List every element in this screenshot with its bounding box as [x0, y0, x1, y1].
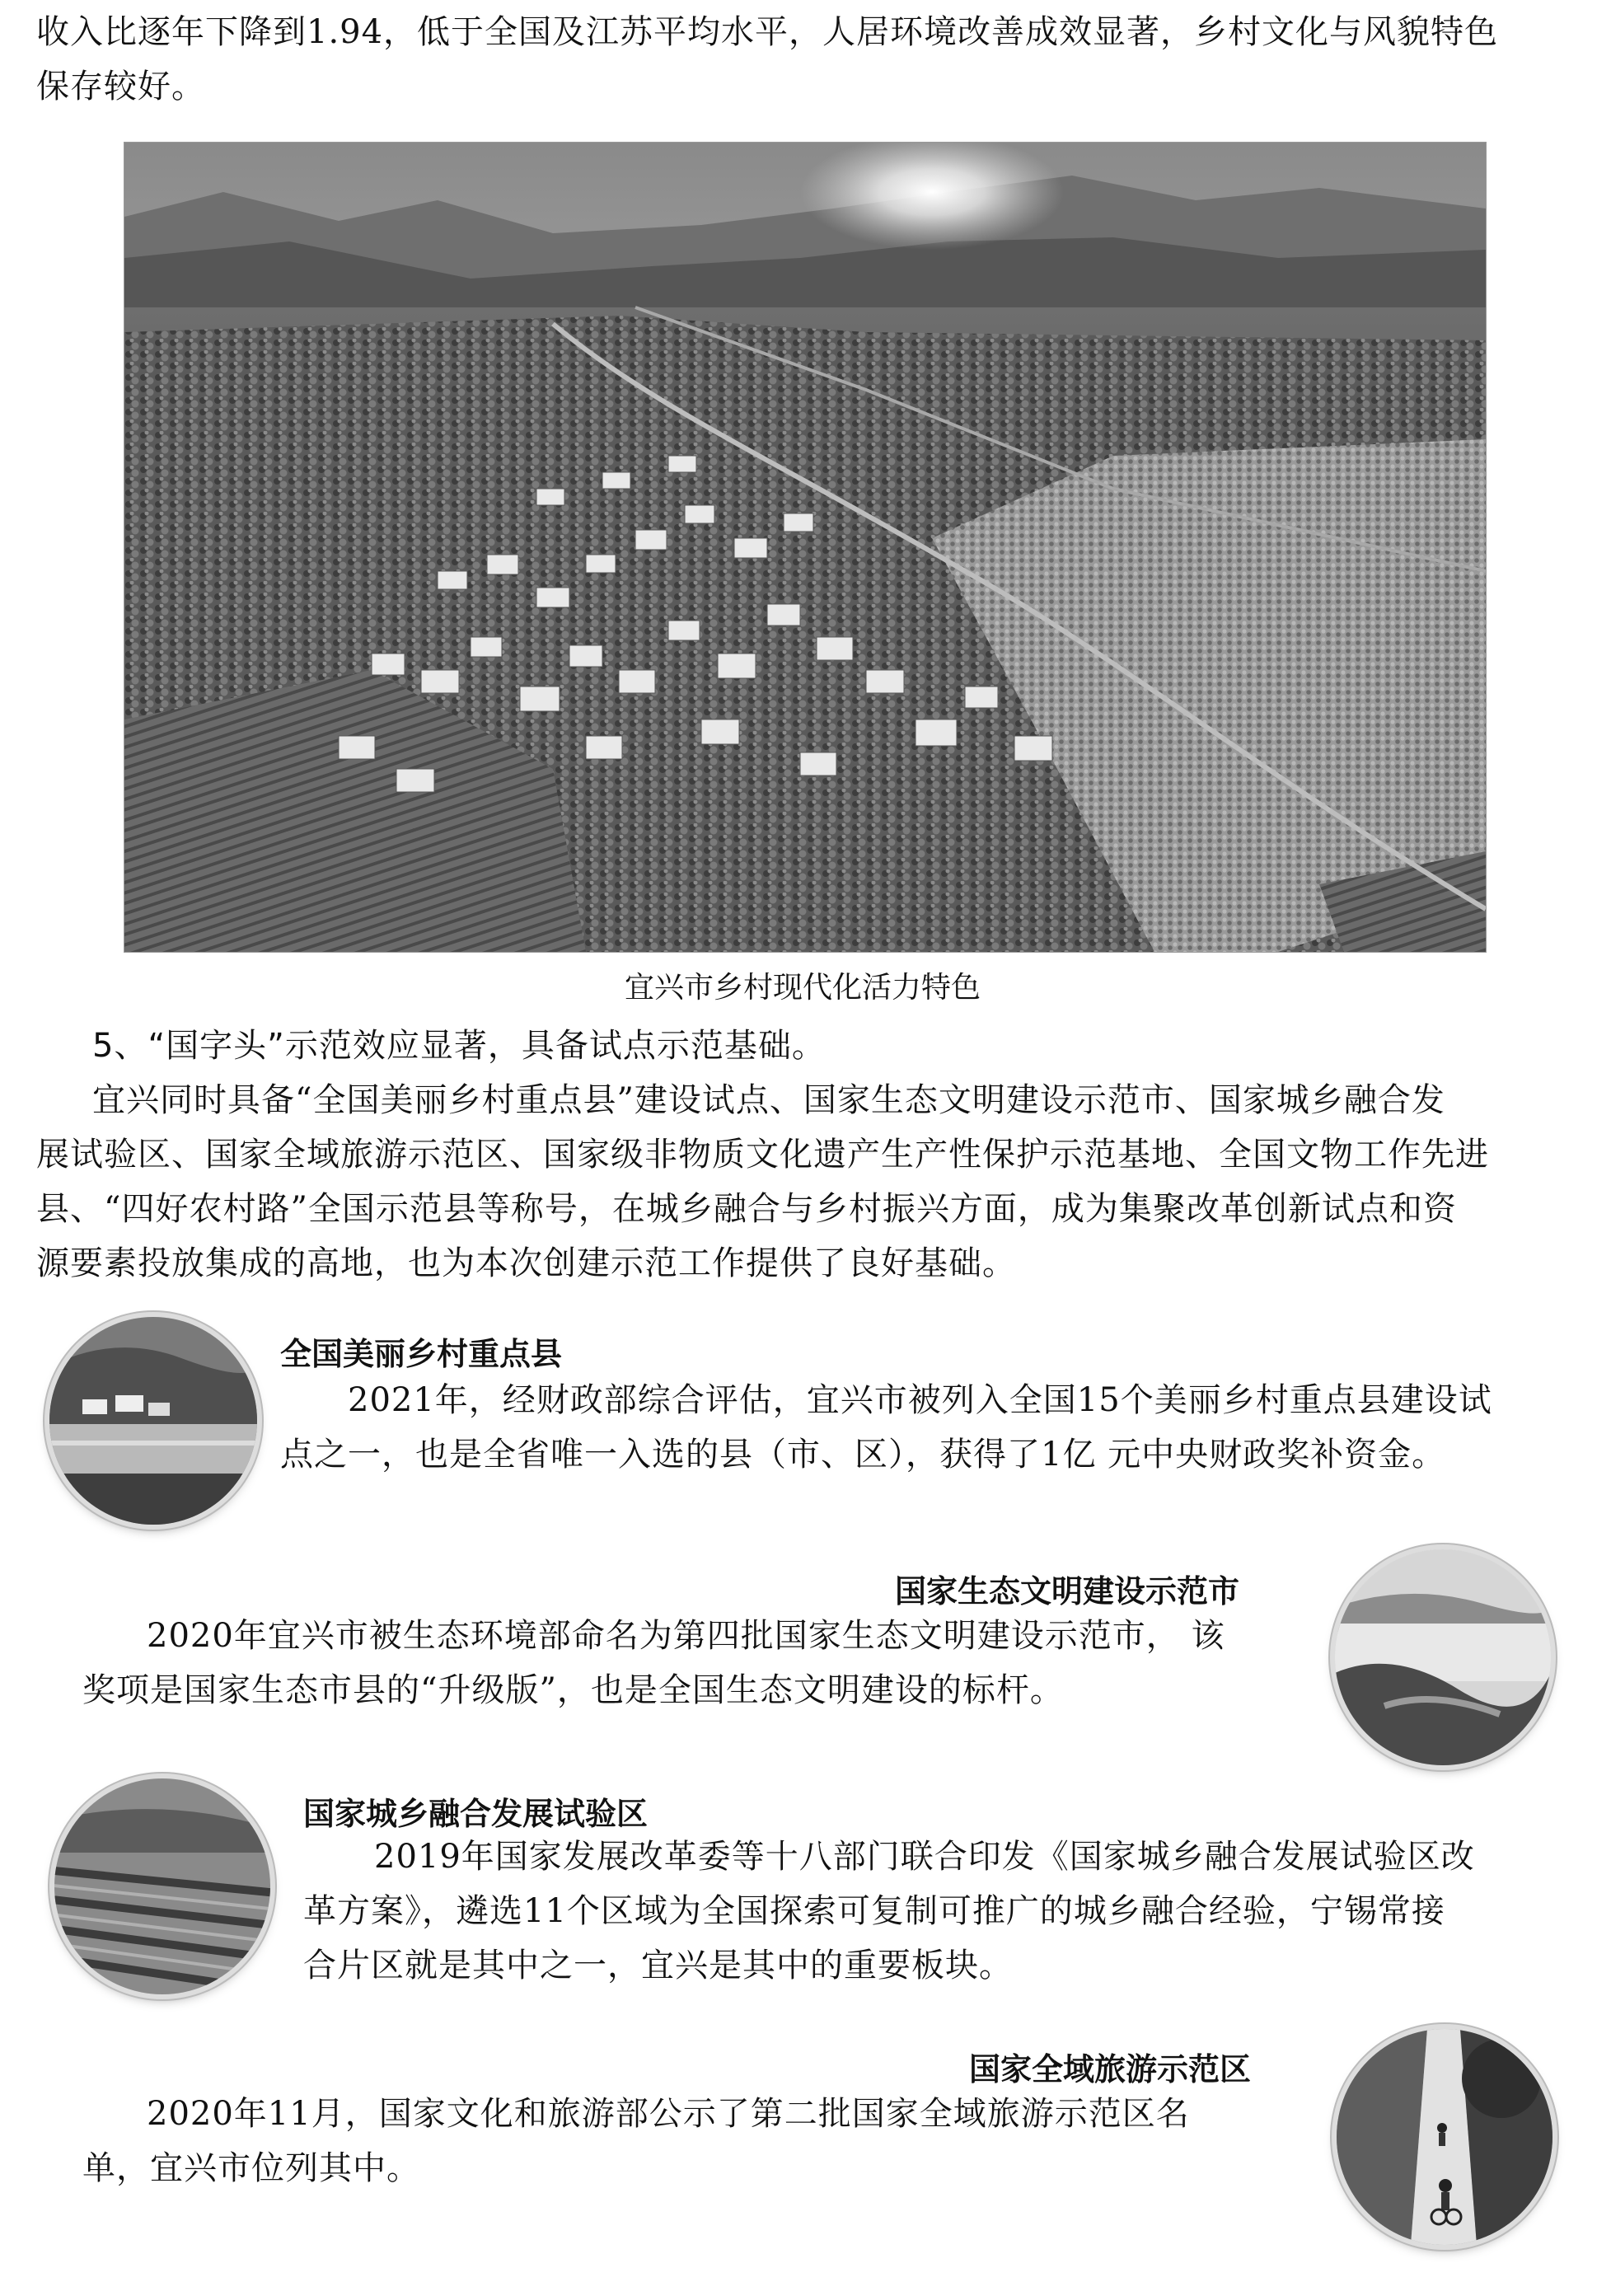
- item3-paragraph: [303, 1830, 1556, 1993]
- item1-line-2: 点之一，也是全省唯一入选的县（市、区），获得了1亿 元中央财政奖补资金。: [280, 1436, 1446, 1474]
- section5-line-1: 宜兴同时具备“全国美丽乡村重点县”建设试点、国家生态文明建设示范市、国家城乡融合发: [92, 1081, 1445, 1119]
- item1-heading: 全国美丽乡村重点县: [280, 1336, 563, 1372]
- section5-line-3: 县、“四好农村路”全国示范县等称号，在城乡融合与乡村振兴方面，成为集聚改革创新试点和资: [36, 1190, 1457, 1228]
- urban-rural-integration-photo: [54, 1778, 270, 1994]
- intro-paragraph: [36, 5, 1577, 114]
- section5-paragraph: [36, 1073, 1577, 1291]
- item2-line-1: 2020年宜兴市被生态环境部命名为第四批国家生态文明建设示范市， 该: [147, 1617, 1225, 1655]
- item2-paragraph: [82, 1609, 1286, 1717]
- item4-paragraph: [82, 2087, 1286, 2195]
- ecological-city-photo: [1335, 1549, 1551, 1765]
- item2-line-2: 奖项是国家生态市县的“升级版”，也是全国生态文明建设的标杆。: [82, 1671, 1064, 1709]
- item1-line-1: 2021年，经财政部综合评估，宜兴市被列入全国15个美丽乡村重点县建设试: [348, 1381, 1492, 1419]
- item3-line-3: 合片区就是其中之一，宜兴是其中的重要板块。: [303, 1947, 1013, 1984]
- item4-line-2: 单，宜兴市位列其中。: [82, 2149, 420, 2187]
- village-aerial-photo: [124, 142, 1487, 953]
- section5-title: 5、“国字头”示范效应显著，具备试点示范基础。: [92, 1027, 826, 1065]
- section5-line-4: 源要素投放集成的高地，也为本次创建示范工作提供了良好基础。: [36, 1244, 1016, 1282]
- item3-line-2: 革方案》，遴选11个区域为全国探索可复制可推广的城乡融合经验，宁锡常接: [303, 1892, 1445, 1930]
- item3-heading: 国家城乡融合发展试验区: [303, 1796, 649, 1832]
- item1-paragraph: [280, 1373, 1566, 1482]
- intro-line-1: 收入比逐年下降到1.94，低于全国及江苏平均水平，人居环境改善成效显著，乡村文化与风貌特色: [36, 13, 1499, 51]
- item3-line-1: 2019年国家发展改革委等十八部门联合印发《国家城乡融合发展试验区改: [374, 1838, 1475, 1876]
- beautiful-village-photo: [49, 1317, 257, 1525]
- intro-line-2: 保存较好。: [36, 68, 205, 105]
- main-photo-caption: 宜兴市乡村现代化活力特色: [625, 971, 981, 1005]
- item2-heading: 国家生态文明建设示范市: [895, 1573, 1240, 1610]
- item4-line-1: 2020年11月，国家文化和旅游部公示了第二批国家全域旅游示范区名: [147, 2095, 1190, 2133]
- item4-heading: 国家全域旅游示范区: [969, 2051, 1252, 2087]
- section5-line-2: 展试验区、国家全域旅游示范区、国家级非物质文化遗产生产性保护示范基地、全国文物工作先进: [36, 1136, 1489, 1174]
- tourism-demonstration-photo: [1337, 2029, 1552, 2245]
